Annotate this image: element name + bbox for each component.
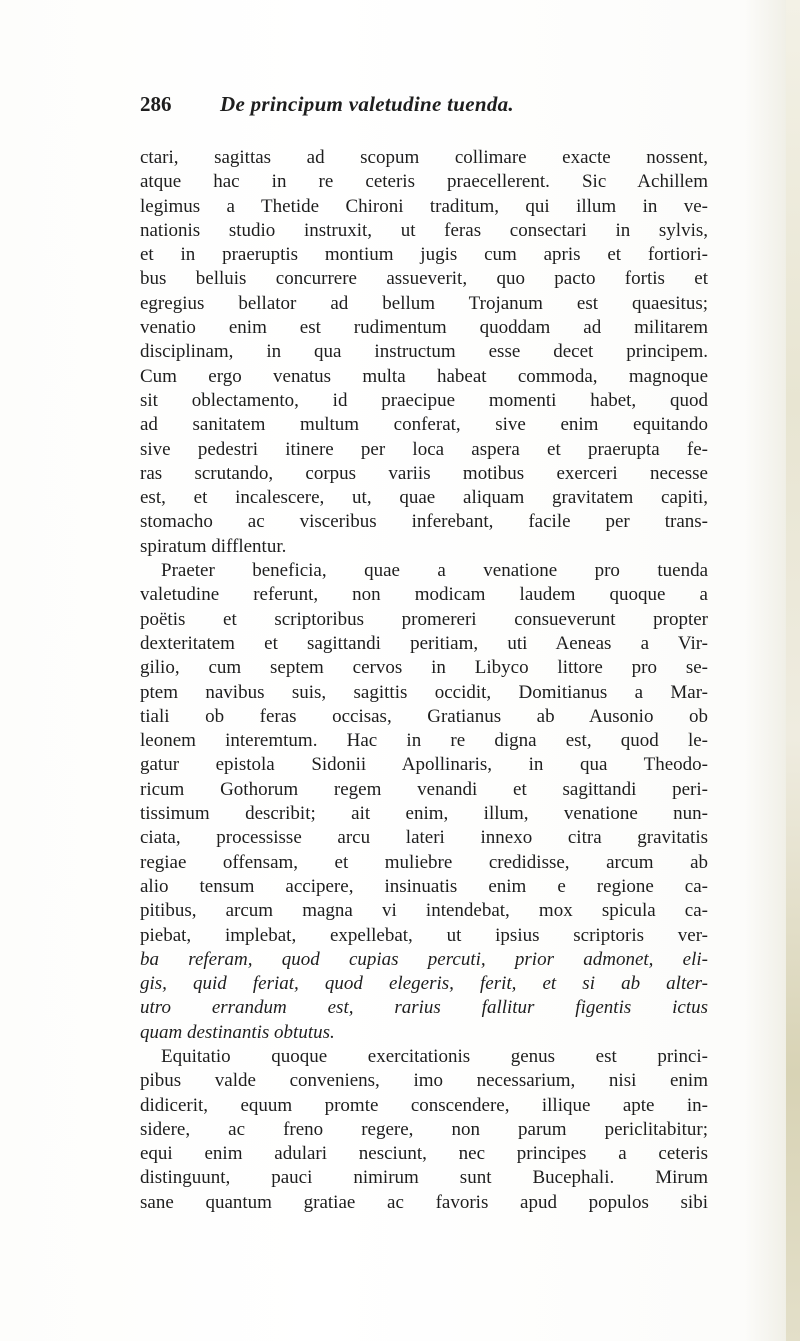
text-line: Praeter beneficia, quae a venatione pro tuenda <box>161 560 708 582</box>
text-line: ad sanitatem multum conferat, sive enim equitando <box>140 414 708 436</box>
text-line: disciplinam, in qua instructum esse decet principem. <box>140 341 708 363</box>
text-line: est, et incalescere, ut, quae aliquam gravitatem capiti, <box>140 487 708 509</box>
text-line: valetudine referunt, non modicam laudem quoque a <box>140 584 708 606</box>
text-line: leonem interemtum. Hac in re digna est, quod le- <box>140 730 708 752</box>
quotation-line: quam destinantis obtutus. <box>140 1021 335 1043</box>
text-line: sidere, ac freno regere, non parum periclitabitur; <box>140 1118 708 1140</box>
text-line: ctari, sagittas ad scopum collimare exacte nossent, <box>140 147 708 168</box>
text-line: stomacho ac visceribus inferebant, facile per trans- <box>140 511 708 533</box>
text-line: ptem navibus suis, sagittis occidit, Domitianus a Mar- <box>140 681 708 703</box>
text-line: spiratum difflentur. <box>140 535 287 557</box>
text-line: bus belluis concurrere assueverit, quo pacto fortis et <box>140 268 708 290</box>
text-line: sit oblectamento, id praecipue momenti habet, quod <box>140 389 708 411</box>
text-line: gatur epistola Sidonii Apollinaris, in qua Theodo- <box>140 754 708 776</box>
quotation-line: utro errandum est, rarius fallitur figentis ictus <box>140 997 708 1019</box>
text-line: equi enim adulari nesciunt, nec principes a ceteris <box>140 1143 708 1165</box>
text-line: piebat, implebat, expellebat, ut ipsius scriptoris ver- <box>140 924 708 946</box>
text-line: didicerit, equum promte conscendere, illique apte in- <box>140 1094 708 1116</box>
text-line: atque hac in re ceteris praecellerent. Sic Achillem <box>140 171 708 193</box>
text-line: et in praeruptis montium jugis cum apris et fortiori- <box>140 244 708 266</box>
quotation-line: gis, quid feriat, quod elegeris, ferit, et si ab alter- <box>140 973 708 995</box>
text-line: regiae offensam, et muliebre credidisse, arcum ab <box>140 851 708 873</box>
text-line: sane quantum gratiae ac favoris apud populos sibi <box>140 1191 708 1213</box>
text-line: distinguunt, pauci nimirum sunt Bucephali. Mirum <box>140 1167 708 1189</box>
running-title: De principum valetudine tuenda. <box>220 92 514 116</box>
page-edge-shadow <box>786 0 800 1341</box>
text-line: tissimum describit; ait enim, illum, venatione nun- <box>140 803 708 825</box>
text-line: poëtis et scriptoribus promereri consueverunt propter <box>140 608 708 630</box>
page-header <box>140 92 700 122</box>
text-line: nationis studio instruxit, ut feras consectari in sylvis, <box>140 219 708 241</box>
text-line: tiali ob feras occisas, Gratianus ab Ausonio ob <box>140 705 708 727</box>
text-line: alio tensum accipere, insinuatis enim e regione ca- <box>140 875 708 897</box>
text-line: pitibus, arcum magna vi intendebat, mox spicula ca- <box>140 900 708 922</box>
page-number: 286 <box>140 92 172 116</box>
text-line: venatio enim est rudimentum quoddam ad militarem <box>140 317 708 339</box>
text-line: egregius bellator ad bellum Trojanum est quaesitus; <box>140 292 708 314</box>
text-line: sive pedestri itinere per loca aspera et praerupta fe- <box>140 438 708 460</box>
text-line: dexteritatem et sagittandi peritiam, uti Aeneas a Vir- <box>140 632 708 654</box>
text-line: ricum Gothorum regem venandi et sagittandi peri- <box>140 778 708 800</box>
text-line: Cum ergo venatus multa habeat commoda, magnoque <box>140 365 708 387</box>
text-line: ciata, processisse arcu lateri innexo citra gravitatis <box>140 827 708 849</box>
text-line: pibus valde conveniens, imo necessarium, nisi enim <box>140 1070 708 1092</box>
text-line: Equitatio quoque exercitationis genus est princi- <box>161 1045 708 1067</box>
text-line: legimus a Thetide Chironi traditum, qui illum in ve- <box>140 195 708 217</box>
quotation-line: ba referam, quod cupias percuti, prior admonet, eli- <box>140 948 708 970</box>
text-line: ras scrutando, corpus variis motibus exerceri necesse <box>140 462 708 484</box>
body-text <box>140 146 708 1215</box>
text-line: gilio, cum septem cervos in Libyco littore pro se- <box>140 657 708 679</box>
